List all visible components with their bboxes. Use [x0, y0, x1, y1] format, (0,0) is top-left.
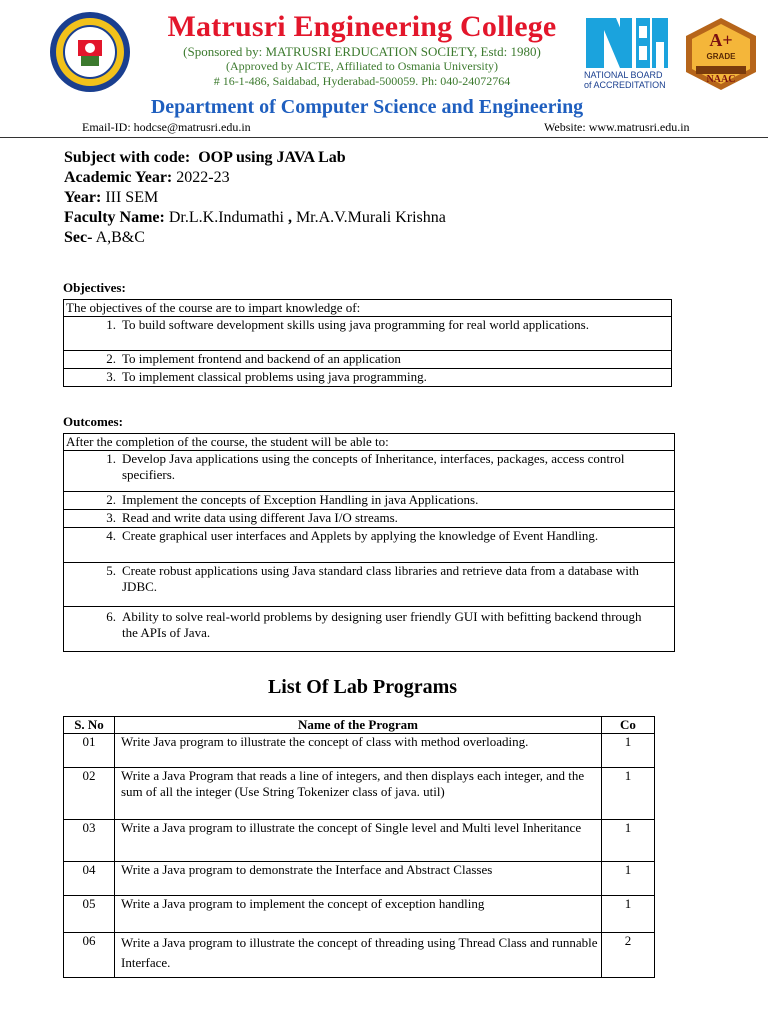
naac-grade-label: GRADE	[706, 52, 736, 61]
outcome-row	[64, 510, 675, 528]
approval-line: (Approved by AICTE, Affiliated to Osmania University)	[225, 59, 499, 73]
lab-row	[64, 820, 655, 862]
subject-value: OOP using JAVA Lab	[198, 149, 346, 166]
lab-row	[64, 896, 655, 933]
lab-co: 1	[602, 896, 655, 933]
faculty-label: Faculty Name:	[64, 209, 165, 226]
lab-co: 2	[602, 933, 655, 978]
objective-number: 1.	[106, 317, 116, 332]
lab-row	[64, 734, 655, 768]
email-link[interactable]: Email-ID: hodcse@matrusri.edu.in	[82, 120, 251, 134]
outcome-text: Create robust applications using Java standard class libraries and retrieve data from a database with JDBC.	[122, 563, 639, 594]
objectives-intro: The objectives of the course are to impart knowledge of:	[64, 300, 672, 317]
college-logo	[48, 10, 132, 94]
outcome-text: Create graphical user interfaces and Applets by applying the knowledge of Event Handling.	[122, 528, 599, 543]
outcome-number: 4.	[106, 528, 116, 543]
lab-sno: 04	[64, 862, 115, 896]
lab-row	[64, 768, 655, 820]
nba-logo	[584, 16, 672, 92]
sem-row	[64, 188, 446, 208]
nba-caption: NATIONAL BOARD of ACCREDITATION	[584, 70, 666, 90]
lab-sno: 02	[64, 768, 115, 820]
lab-row	[64, 862, 655, 896]
lab-program: Write Java program to illustrate the concept of class with method overloading.	[115, 734, 602, 768]
objective-row	[64, 317, 672, 351]
outcome-number: 1.	[106, 451, 116, 466]
outcome-row	[64, 607, 675, 652]
objective-text: To implement frontend and backend of an application	[122, 351, 401, 366]
lab-program: Write a Java program to demonstrate the Interface and Abstract Classes	[115, 862, 602, 896]
naac-label: NAAC	[706, 74, 736, 85]
lab-co: 1	[602, 768, 655, 820]
outcome-text: Read and write data using different Java I/O streams.	[122, 510, 398, 525]
outcome-number: 3.	[106, 510, 116, 525]
outcomes-table	[63, 433, 675, 652]
lab-sno: 05	[64, 896, 115, 933]
lab-header-row	[64, 717, 655, 734]
objective-text: To build software development skills using java programming for real world applications.	[122, 317, 589, 332]
outcomes-intro: After the completion of the course, the student will be able to:	[64, 434, 675, 451]
outcome-number: 5.	[106, 563, 116, 578]
lab-program: Write a Java Program that reads a line of integers, and then displays each integer, and the sum of all the integer (Use String Tokenizer class of java. util)	[115, 768, 602, 820]
lab-co: 1	[602, 862, 655, 896]
year-row	[64, 168, 446, 188]
course-info	[64, 148, 446, 248]
outcome-text: Implement the concepts of Exception Handling in java Applications.	[122, 492, 479, 507]
outcomes-intro-row	[64, 434, 675, 451]
objective-row	[64, 351, 672, 369]
lab-sno: 03	[64, 820, 115, 862]
lab-co: 1	[602, 820, 655, 862]
faculty-row	[64, 208, 446, 228]
address-line: # 16-1-486, Saidabad, Hyderabad-500059. Ph: 040-24072764	[213, 74, 511, 88]
lab-program: Write a Java program to implement the concept of exception handling	[115, 896, 602, 933]
sec-label: Sec-	[64, 229, 93, 246]
outcome-text: Develop Java applications using the concepts of Inheritance, interfaces, packages, access control specifiers.	[122, 451, 625, 482]
subject-row	[64, 148, 446, 168]
year-value: 2022-23	[176, 169, 230, 186]
lab-sno: 06	[64, 933, 115, 978]
outcome-number: 2.	[106, 492, 116, 507]
outcome-row	[64, 528, 675, 563]
naac-grade: A+	[709, 30, 733, 50]
outcome-text: Ability to solve real-world problems by designing user friendly GUI with befitting backend through the APIs of Java.	[122, 609, 642, 640]
outcome-number: 6.	[106, 609, 116, 624]
website-link[interactable]: Website: www.matrusri.edu.in	[544, 120, 690, 134]
faculty-value-2: Mr.A.V.Murali Krishna	[295, 209, 446, 226]
objectives-table	[63, 299, 672, 387]
subject-label: Subject with code:	[64, 149, 191, 166]
lab-sno: 01	[64, 734, 115, 768]
objectives-intro-row	[64, 300, 672, 317]
sponsor-line: (Sponsored by: MATRUSRI ERDUCATION SOCIETY, Estd: 1980)	[183, 44, 541, 59]
lab-program: Write a Java program to illustrate the concept of Single level and Multi level Inheritance	[115, 820, 602, 862]
lab-programs-title: List Of Lab Programs	[267, 676, 458, 698]
objectives-heading: Objectives:	[63, 280, 126, 295]
sec-value: A,B&C	[95, 229, 145, 246]
col-header-program: Name of the Program	[115, 717, 602, 734]
sem-value: III SEM	[105, 189, 159, 206]
college-name: Matrusri Engineering College	[167, 10, 557, 43]
outcomes-heading: Outcomes:	[63, 414, 123, 429]
naac-badge	[680, 16, 762, 92]
objective-text: To implement classical problems using java programming.	[122, 369, 427, 384]
outcome-row	[64, 451, 675, 492]
lab-row	[64, 933, 655, 978]
faculty-value-1: Dr.L.K.Indumathi	[168, 209, 284, 226]
sec-row	[64, 228, 446, 248]
lab-program: Write a Java program to illustrate the concept of threading using Thread Class and runnable Interface.	[115, 933, 602, 978]
outcome-row	[64, 492, 675, 510]
sem-label: Year:	[64, 189, 102, 206]
faculty-separator: ,	[287, 209, 292, 226]
lab-programs-table	[63, 716, 655, 978]
objective-number: 3.	[106, 369, 116, 384]
header-divider	[0, 137, 768, 138]
col-header-co: Co	[602, 717, 655, 734]
col-header-sno: S. No	[64, 717, 115, 734]
objective-row	[64, 369, 672, 387]
lab-co: 1	[602, 734, 655, 768]
outcome-row	[64, 563, 675, 607]
department-title: Department of Computer Science and Engineering	[150, 96, 584, 118]
year-label: Academic Year:	[64, 169, 173, 186]
objective-number: 2.	[106, 351, 116, 366]
